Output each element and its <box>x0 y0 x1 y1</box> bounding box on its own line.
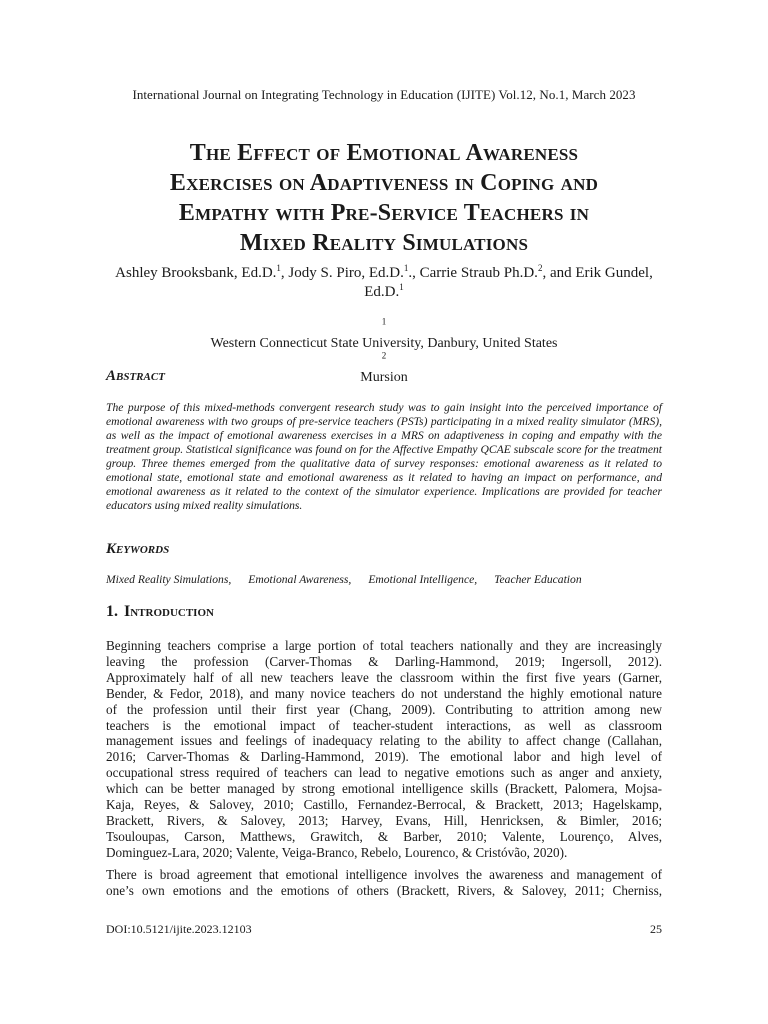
affiliation-text: Mursion <box>360 370 408 385</box>
keyword: Emotional Intelligence, <box>368 573 478 586</box>
introduction-heading <box>106 603 214 621</box>
intro-paragraph-2 <box>106 867 662 899</box>
author-name: , and Erik Gundel, Ed.D. <box>364 265 653 300</box>
text-line: Kaja, Reyes, & Salovey, 2010; Castillo, Fernandez-Berrocal, & Brackett, 2013; Hagelskamp, <box>106 797 662 813</box>
author-affil-mark: 2 <box>537 263 543 273</box>
author-name: , Jody S. Piro, Ed.D. <box>280 265 404 281</box>
text-line: leaving the profession (Carver-Thomas & Darling-Hammond, 2019; Ingersoll, 2012). <box>106 653 662 669</box>
paper-title <box>100 138 668 258</box>
affiliation-mark: 1 <box>381 316 387 327</box>
text-line: 2016; Carver-Thomas & Darling-Hammond, 2019). The emotional labor and high level of <box>106 749 662 765</box>
affiliation-text: Western Connecticut State University, Danbury, United States <box>210 336 558 351</box>
affiliation-mark: 2 <box>381 350 387 361</box>
text-line: of the profession until their first year (Chang, 2009). Contributing to attrition among new <box>106 701 662 717</box>
text-line: Dominguez-Lara, 2020; Valente, Veiga-Branco, Rebelo, Lourenco, & Cristóvão, 2020). <box>106 844 568 860</box>
text-line: Bender, & Fedor, 2018), and many novice teachers do not understand the highly emotional nature <box>106 685 662 701</box>
abstract-heading: Abstract <box>106 368 165 384</box>
author-affil-mark: 1 <box>399 282 404 292</box>
title-line: The Effect of Emotional Awareness <box>189 140 579 166</box>
author-name: Ashley Brooksbank, Ed.D. <box>115 265 277 281</box>
text-line: Approximately half of all new teachers leave the classroom within the first five years (Garner, <box>106 669 662 685</box>
affiliation-line <box>100 352 668 386</box>
affiliation-line <box>100 318 668 352</box>
text-line: Tsouloupas, Carson, Matthews, Grawitch, & Barber, 2010; Valente, Lourenço, Alves, <box>106 828 662 844</box>
keyword: Mixed Reality Simulations, <box>106 573 232 586</box>
affiliations <box>100 318 668 386</box>
running-head: International Journal on Integrating Technology in Education (IJITE) Vol.12, No.1, March 2023 <box>132 87 636 102</box>
title-line: Empathy with Pre-Service Teachers in <box>178 200 590 226</box>
text-line: Beginning teachers comprise a large portion of total teachers nationally and they are increasingly <box>106 638 662 653</box>
text-line: management issues and feelings of inadequacy relating to the ability to affect change (Callahan, <box>106 733 662 749</box>
author-name: ., Carrie Straub Ph.D. <box>408 265 538 281</box>
author-affil-mark: 1 <box>403 263 409 273</box>
author-affil-mark: 1 <box>276 263 281 273</box>
section-number: 1. <box>106 603 118 620</box>
intro-paragraph-1 <box>106 638 662 861</box>
text-line: occupational stress required of teachers can lead to negative emotions such as anger and anxiety, <box>106 765 662 781</box>
keywords-heading: Keywords <box>106 541 170 557</box>
page-number: 25 <box>650 922 662 936</box>
abstract-body: The purpose of this mixed-methods convergent research study was to gain insight into the perceived importance of emotional awareness with two groups of pre-service teachers (PSTs) participating in a mixed reality simulator (MRS), as well as the impact of emotional awareness exercises in a MRS on adaptiveness in coping and empathy with the treatment group. Statistical significance was found on for the Affective Empathy QCAE subscale score for the treatment group. Three themes emerged from the qualitative data of survey responses: emotional awareness as it related to emotional state, emotional state and emotional awareness as it related to having an impact on performance, and emotional awareness as it related to the context of the simulator experience. Implications are provided for teacher educators using mixed reality simulations. <box>106 401 662 512</box>
keyword: Emotional Awareness, <box>248 573 352 586</box>
text-line: which can be better managed by strong emotional intelligence skills (Brackett, Palomera, Mojsa- <box>106 781 662 797</box>
title-line: Exercises on Adaptiveness in Coping and <box>169 170 599 196</box>
text-line: one’s own emotions and the emotions of others (Brackett, Rivers, & Salovey, 2011; Cherniss, <box>106 882 662 898</box>
doi-footer: DOI:10.5121/ijite.2023.12103 <box>106 922 252 936</box>
title-line: Mixed Reality Simulations <box>239 230 529 256</box>
text-line: teachers is the emotional impact of teacher-student interactions, as well as classroom <box>106 717 662 733</box>
keyword: Teacher Education <box>494 573 582 586</box>
keywords-list <box>106 573 662 586</box>
text-line: Brackett, Rivers, & Salovey, 2013; Harvey, Evans, Hill, Henricksen, & Bimler, 2016; <box>106 812 662 828</box>
author-list <box>100 264 668 302</box>
text-line: There is broad agreement that emotional intelligence involves the awareness and management of <box>106 867 662 882</box>
section-title: Introduction <box>124 603 214 620</box>
